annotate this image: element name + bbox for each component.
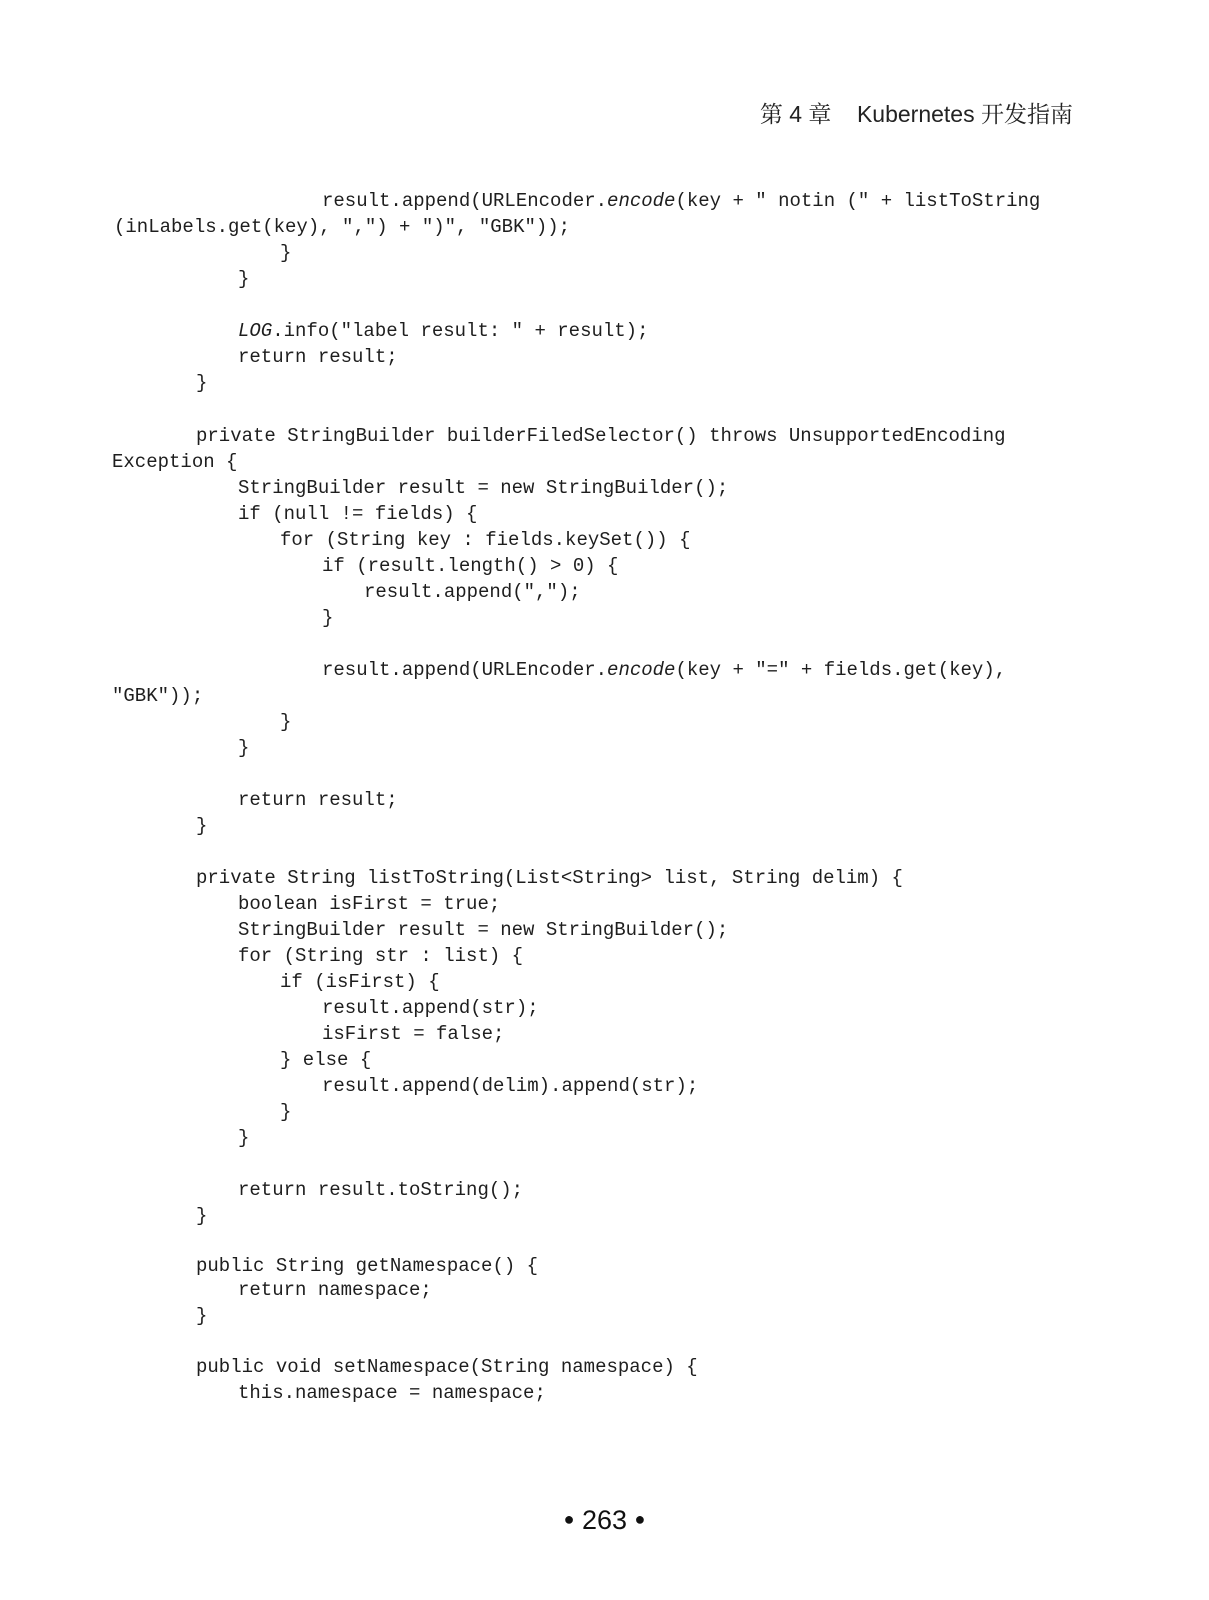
code-line: } <box>322 607 334 629</box>
code-line: if (result.length() > 0) { <box>322 555 619 577</box>
code-line: } <box>196 1305 208 1327</box>
code-line: "GBK")); <box>112 685 204 707</box>
code-line: StringBuilder result = new StringBuilder(); <box>238 477 729 499</box>
code-line: return result; <box>238 789 398 811</box>
code-line: result.append(str); <box>322 997 539 1019</box>
code-line: if (null != fields) { <box>238 503 478 525</box>
code-line: } <box>238 268 250 290</box>
code-line: return namespace; <box>238 1279 432 1301</box>
running-header: 第 4 章 Kubernetes 开发指南 <box>759 101 1073 127</box>
code-line: } <box>196 1205 208 1227</box>
code-line: } <box>238 1127 250 1149</box>
code-line: public String getNamespace() { <box>196 1255 539 1277</box>
code-line: boolean isFirst = true; <box>238 893 501 915</box>
code-line: result.append(delim).append(str); <box>322 1075 699 1097</box>
code-line: } <box>280 711 292 733</box>
code-line: private StringBuilder builderFiledSelector() throws UnsupportedEncoding <box>196 425 1006 447</box>
code-line: result.append(URLEncoder.encode(key + " notin (" + listToString <box>322 190 1041 212</box>
code-line: isFirst = false; <box>322 1023 505 1045</box>
code-line: } <box>280 1101 292 1123</box>
code-line: public void setNamespace(String namespace) { <box>196 1356 698 1378</box>
code-line: LOG.info("label result: " + result); <box>238 320 649 342</box>
code-line: } <box>238 737 250 759</box>
code-line: result.append(URLEncoder.encode(key + "=" + fields.get(key), <box>322 659 1007 681</box>
code-line: if (isFirst) { <box>280 971 440 993</box>
code-line: } <box>280 242 292 264</box>
code-line: return result; <box>238 346 398 368</box>
page-number <box>0 1505 1209 1536</box>
code-line: for (String str : list) { <box>238 945 524 967</box>
code-line: (inLabels.get(key), ",") + ")", "GBK")); <box>114 216 571 238</box>
bullet-icon: ● <box>563 1509 575 1529</box>
code-line: StringBuilder result = new StringBuilder(); <box>238 919 729 941</box>
code-line: return result.toString(); <box>238 1179 524 1201</box>
code-line: Exception { <box>112 451 238 473</box>
page-number-value: 263 <box>581 1505 628 1535</box>
code-line: this.namespace = namespace; <box>238 1382 546 1404</box>
code-line: result.append(","); <box>364 581 581 603</box>
code-line: for (String key : fields.keySet()) { <box>280 529 691 551</box>
code-line: private String listToString(List<String> list, String delim) { <box>196 867 903 889</box>
code-line: } <box>196 372 208 394</box>
code-line: } else { <box>280 1049 372 1071</box>
bullet-icon: ● <box>634 1509 646 1529</box>
code-line: } <box>196 815 208 837</box>
